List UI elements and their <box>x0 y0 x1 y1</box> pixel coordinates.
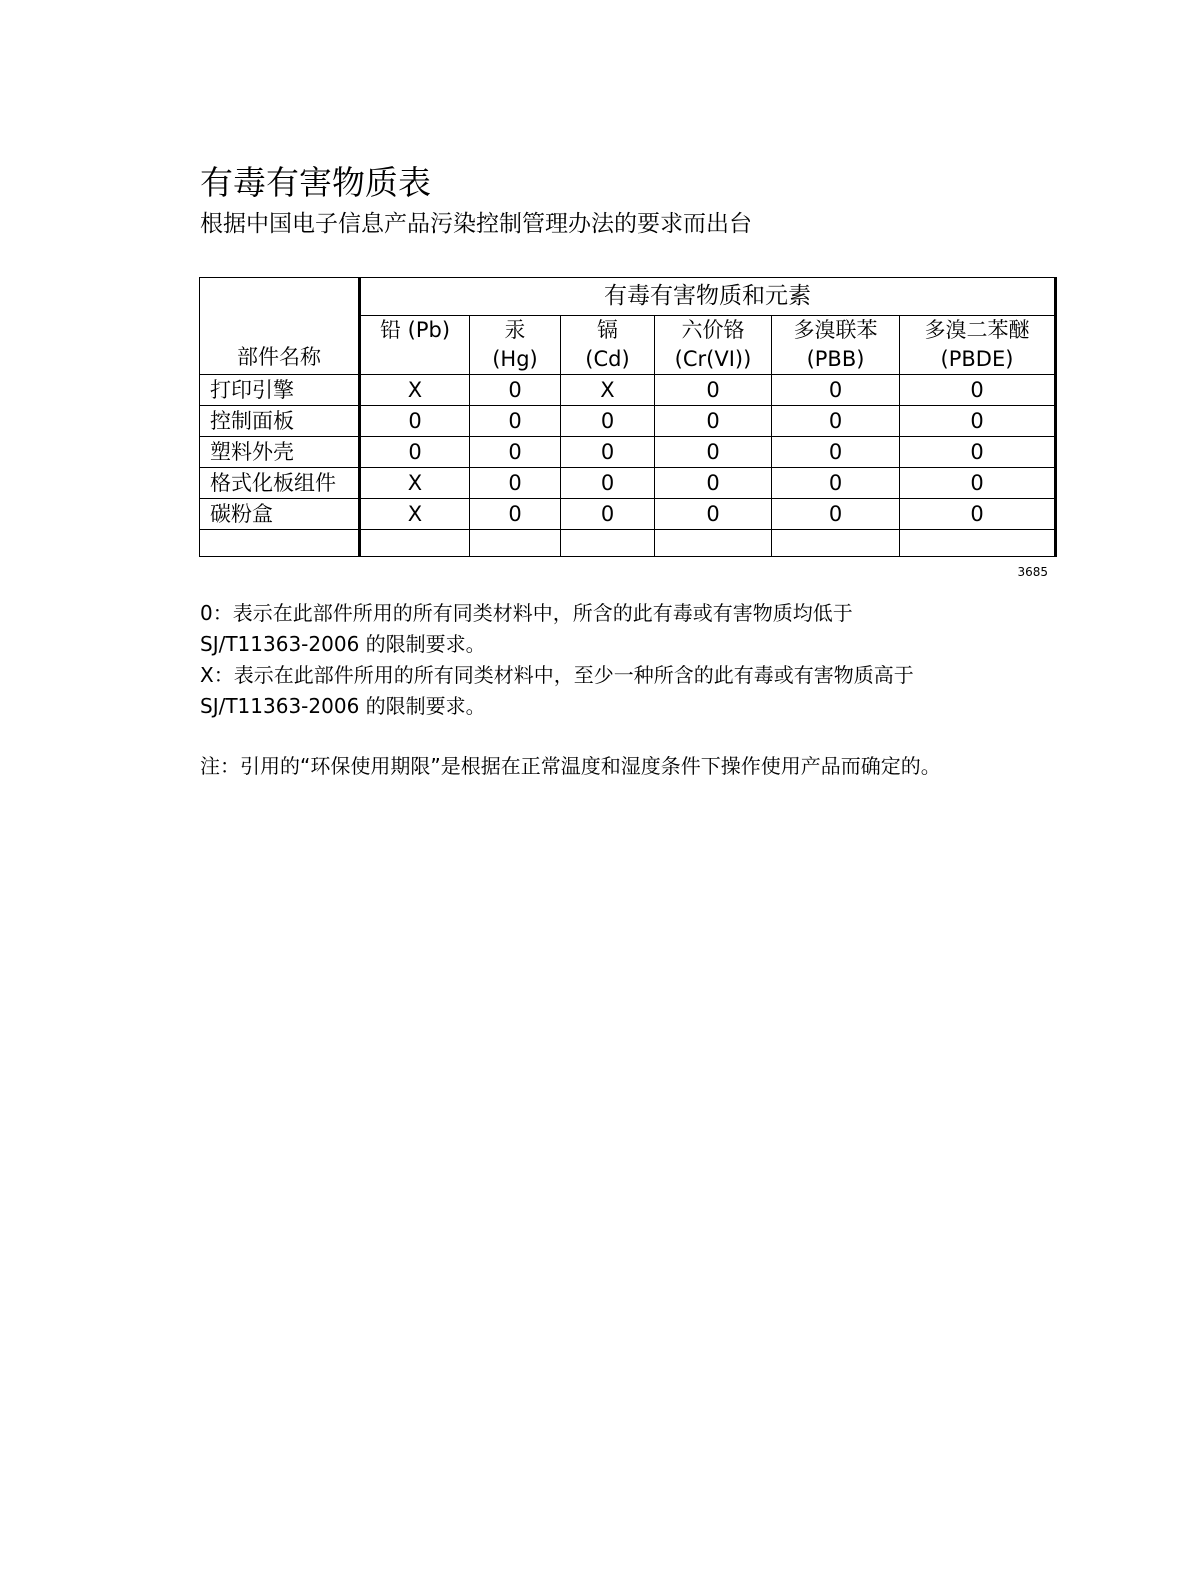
table-cell: 0 <box>470 406 561 437</box>
table-cell: 0 <box>561 499 655 530</box>
table-cell: 0 <box>772 375 900 406</box>
table-cell: 0 <box>900 468 1056 499</box>
table-cell: 0 <box>655 375 772 406</box>
note-x-line2: SJ/T11363-2006 的限制要求。 <box>200 694 486 718</box>
table-cell: 0 <box>470 375 561 406</box>
table-cell: 0 <box>772 437 900 468</box>
substance-group-header: 有毒有害物质和元素 <box>360 278 1056 316</box>
table-cell: 0 <box>561 437 655 468</box>
table-cell: 0 <box>561 406 655 437</box>
note-x-line1: X：表示在此部件所用的所有同类材料中，至少一种所含的此有毒或有害物质高于 <box>200 663 914 687</box>
part-name-header: 部件名称 <box>200 278 360 375</box>
table-row <box>200 375 1056 406</box>
column-header-pbde: 多溴二苯醚 (PBDE) <box>900 316 1056 375</box>
table-cell <box>772 530 900 557</box>
table-cell: 0 <box>900 499 1056 530</box>
table-row-empty <box>200 530 1056 557</box>
table-cell <box>360 530 470 557</box>
table-cell: 0 <box>470 499 561 530</box>
table-cell <box>200 530 360 557</box>
note-zero-line1: 0：表示在此部件所用的所有同类材料中，所含的此有毒或有害物质均低于 <box>200 601 853 625</box>
table-row <box>200 499 1056 530</box>
table-header-row <box>200 278 1056 316</box>
table-cell: X <box>360 468 470 499</box>
table-row <box>200 468 1056 499</box>
part-name: 塑料外壳 <box>200 437 360 468</box>
column-header-hg: 汞 (Hg) <box>470 316 561 375</box>
column-header-cd: 镉 (Cd) <box>561 316 655 375</box>
table-cell: 0 <box>561 468 655 499</box>
table-cell <box>655 530 772 557</box>
table-cell: 0 <box>900 375 1056 406</box>
table-cell <box>470 530 561 557</box>
table-row <box>200 406 1056 437</box>
table-cell: 0 <box>772 499 900 530</box>
table-cell: 0 <box>772 406 900 437</box>
part-name: 打印引擎 <box>200 375 360 406</box>
table-cell: 0 <box>470 468 561 499</box>
column-header-pbb: 多溴联苯 (PBB) <box>772 316 900 375</box>
table-cell: 0 <box>360 437 470 468</box>
table-cell: 0 <box>655 468 772 499</box>
column-header-cr6: 六价铬 (Cr(VI)) <box>655 316 772 375</box>
notes-section <box>200 598 1100 782</box>
table-cell: 0 <box>470 437 561 468</box>
table-cell: X <box>360 499 470 530</box>
table-cell: 0 <box>772 468 900 499</box>
table-cell <box>900 530 1056 557</box>
table-cell: 0 <box>900 406 1056 437</box>
table-cell: 0 <box>360 406 470 437</box>
note-zero-line2: SJ/T11363-2006 的限制要求。 <box>200 632 486 656</box>
hazardous-substances-table <box>199 277 1057 557</box>
table-row <box>200 437 1056 468</box>
page-title: 有毒有害物质表 <box>200 163 431 202</box>
note-remark: 注：引用的“环保使用期限”是根据在正常温度和湿度条件下操作使用产品而确定的。 <box>200 754 941 778</box>
page-subtitle: 根据中国电子信息产品污染控制管理办法的要求而出台 <box>200 211 752 237</box>
column-header-pb: 铅 (Pb) <box>360 316 470 375</box>
part-name: 格式化板组件 <box>200 468 360 499</box>
table-cell: 0 <box>655 437 772 468</box>
table-cell: X <box>360 375 470 406</box>
notes-spacer <box>200 722 1100 751</box>
table-cell: 0 <box>900 437 1056 468</box>
part-name: 碳粉盒 <box>200 499 360 530</box>
table-cell: 0 <box>655 406 772 437</box>
table-cell: X <box>561 375 655 406</box>
part-name: 控制面板 <box>200 406 360 437</box>
table-cell: 0 <box>655 499 772 530</box>
table-cell <box>561 530 655 557</box>
figure-number: 3685 <box>1017 565 1048 579</box>
